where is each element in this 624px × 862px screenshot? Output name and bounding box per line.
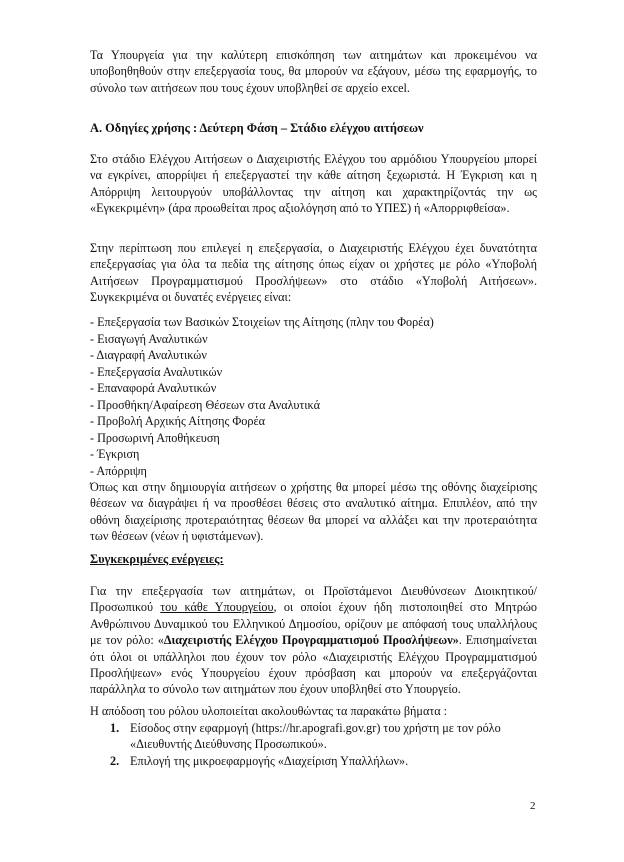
list-item: - Προσθήκη/Αφαίρεση Θέσεων στα Αναλυτικά xyxy=(90,397,320,412)
list-item: - Διαγραφή Αναλυτικών xyxy=(90,348,207,362)
paragraph-4-underlined: του κάθε Υπουργείου xyxy=(160,600,274,615)
list-item: - Εισαγωγή Αναλυτικών xyxy=(90,331,208,346)
intro-paragraph: Τα Υπουργεία για την καλύτερη επισκόπηση των αιτημάτων και προκειμένου να υποβοηθηθούν στην επεξεργασία τους, θα μπορούν να εξάγουν, μέσω της εφαρμογής, το σύνολο των αιτήσεων που τους έχουν υποβληθεί σε αρχείο excel. xyxy=(90,48,537,95)
subheading: Συγκεκριμένες ενέργειες: xyxy=(90,552,224,566)
step-text: Είσοδος στην εφαρμογή (https://hr.apografi.gov.gr) του χρήστη με τον ρόλο «Διευθυντής Διεύθυνσης Προσωπικού». xyxy=(130,721,501,752)
paragraph-2: Στην περίπτωση που επιλεγεί η επεξεργασία, ο Διαχειριστής Ελέγχου έχει δυνατότητα επεξεργασίας για όλα τα πεδία της αίτησης όπως είχαν οι χρήστες με ρόλο «Υποβολή Αιτήσεων Προγραμματισμού Προσλήψεων» στο στάδιο «Υποβολή Αιτήσεων». Συγκεκριμένα οι δυνατές ενέργειες είναι: xyxy=(90,241,537,305)
step-item xyxy=(90,720,537,753)
list-item: - Επεξεργασία των Βασικών Στοιχείων της Αίτησης (πλην του Φορέα) xyxy=(90,315,434,329)
step-text: Επιλογή της μικροεφαρμογής «Διαχείριση Υπαλλήλων». xyxy=(130,753,409,768)
list-item: - Προβολή Αρχικής Αίτησης Φορέα xyxy=(90,414,265,428)
step-number: 1. xyxy=(110,721,120,735)
step-item xyxy=(90,753,537,769)
list-item: - Προσωρινή Αποθήκευση xyxy=(90,430,220,445)
list-item: - Έγκριση xyxy=(90,447,140,461)
paragraph-4-text: , οι οποίοι έχουν ήδη πιστοποιηθεί στο Μητρώο Ανθρώπινου Δυναμικού του Ελληνικού Δημοσίου, ορίζουν με απόφασή τους υπαλλήλους με τον ρόλο: « xyxy=(90,600,537,648)
list-item: - Επαναφορά Αναλυτικών xyxy=(90,381,217,395)
paragraph-3: Όπως και στην δημιουργία αιτήσεων ο χρήστης θα μπορεί μέσω της οθόνης διαχείρισης θέσεων να διαγράψει ή να προσθέσει θέσεις στο αναλυτικό αίτημα. Επιπλέον, από την οθόνη διαχείρισης προτεραιότητας θέσεων θα μπορεί να αλλάξει και την προτεραιότητα των θέσεων (νέων ή υφιστάμενων). xyxy=(90,480,537,544)
list-item: - Επεξεργασία Αναλυτικών xyxy=(90,364,223,379)
steps-list xyxy=(90,720,537,769)
steps-intro: Η απόδοση του ρόλου υλοποιείται ακολουθώντας τα παρακάτω βήματα : xyxy=(90,704,448,718)
role-name: Διαχειριστής Ελέγχου Προγραμματισμού Προσλήψεων» xyxy=(163,633,459,648)
step-number: 2. xyxy=(110,753,120,768)
paragraph-4-text: . Επισημαίνεται ότι όλοι οι υπάλληλοι που έχουν τον ρόλο «Διαχειριστής Ελέγχου Προγραμματισμού Προσλήψεων» ενός Υπουργείου έχουν πρόσβαση και μπορούν να επεξεργάζονται παράλληλα το σύνολο των αιτημάτων που έχουν υποβληθεί στο Υπουργείο. xyxy=(90,633,538,697)
paragraph-4 xyxy=(90,583,537,698)
section-heading: Α. Οδηγίες χρήσης : Δεύτερη Φάση – Στάδιο ελέγχου αιτήσεων xyxy=(90,121,424,135)
page-number: 2 xyxy=(530,800,536,812)
list-item: - Απόρριψη xyxy=(90,463,147,478)
paragraph-1: Στο στάδιο Ελέγχου Αιτήσεων ο Διαχειριστής Ελέγχου του αρμόδιου Υπουργείου μπορεί να εγκρίνει, απορρίψει ή επεξεργαστεί την κάθε αίτηση ξεχωριστά. Η Έγκριση και η Απόρριψη λειτουργούν υποβάλλοντας την αίτηση και χαρακτηρίζοντάς την ως «Εγκεκριμένη» (άρα προωθείται προς αξιολόγηση από το ΥΠΕΣ) ή «Απορριφθείσα». xyxy=(90,152,537,216)
paragraph-4-text: Για την επεξεργασία των αιτημάτων, οι Προϊστάμενοι Διευθύνσεων Διοικητικού/Προσωπικού xyxy=(90,584,537,615)
